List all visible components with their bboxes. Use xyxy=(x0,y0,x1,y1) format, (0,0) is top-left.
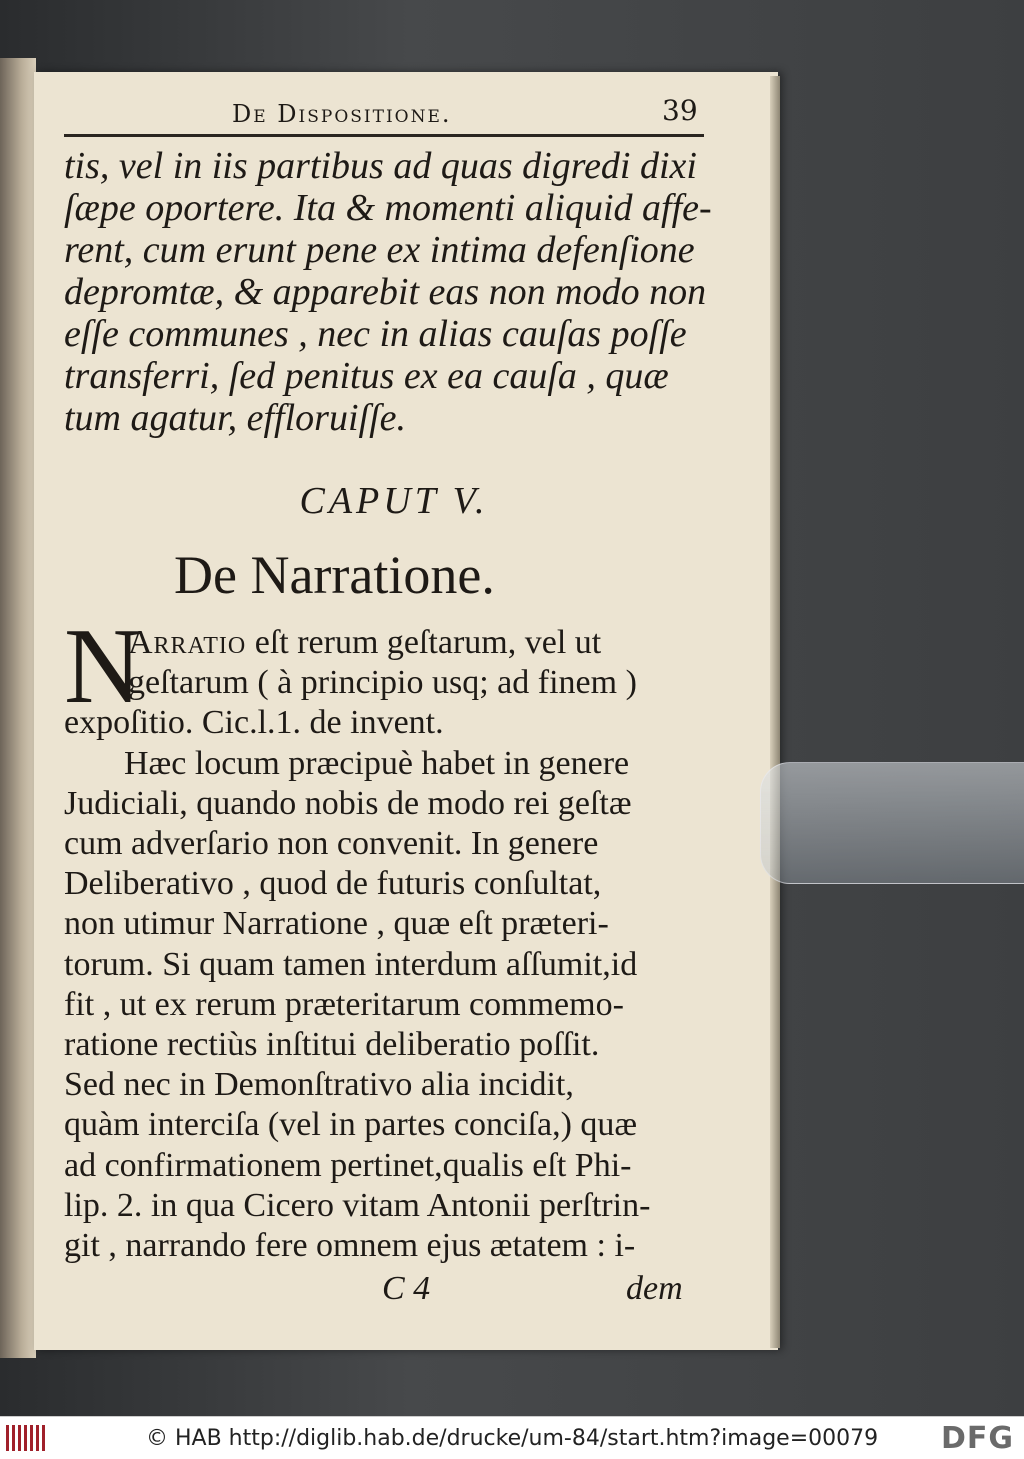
page-fore-edge xyxy=(770,76,780,1348)
head-rule xyxy=(64,134,704,137)
dfg-logo: DFG xyxy=(940,1421,1014,1456)
text-line: rent, cum erunt pene ex intima defenſione xyxy=(64,229,695,271)
signature-mark: C 4 xyxy=(382,1270,431,1308)
chapter-number: CAPUT V. xyxy=(299,480,489,522)
drop-cap: N xyxy=(64,607,142,726)
citation-link[interactable]: © HAB http://diglib.hab.de/drucke/um-84/start.htm?image=00079 xyxy=(146,1426,879,1451)
text-line: tum agatur, effloruiſſe. xyxy=(64,397,406,439)
text-line: non utimur Narratione , quæ eſt præteri- xyxy=(64,905,609,943)
hab-logo-icon xyxy=(6,1425,46,1451)
text-line: depromtæ, & apparebit eas non modo non xyxy=(64,271,707,313)
text-line: quàm interciſa (vel in partes conciſa,) quæ xyxy=(64,1106,638,1144)
citation-bar xyxy=(0,1416,1024,1459)
small-caps-word: Arratio xyxy=(128,624,247,661)
text-line: transferri, ſed penitus ex ea cauſa , quæ xyxy=(64,355,669,397)
chapter-title: De Narratione. xyxy=(174,545,495,605)
text-line: ſæpe oportere. Ita & momenti aliquid affe- xyxy=(64,187,712,229)
continuation-text xyxy=(64,145,724,439)
narratio-paragraph xyxy=(64,607,724,1266)
text-line: Judiciali, quando nobis de modo rei geſtæ xyxy=(64,784,632,822)
text-line: eſſe communes , nec in alias cauſas poſſe xyxy=(64,313,687,355)
page-clip xyxy=(760,762,1024,884)
text-line: tis, vel in iis partibus ad quas digredi dixi xyxy=(64,145,697,187)
text-line: expoſitio. Cic.l.1. de invent. xyxy=(64,704,444,742)
page-number: 39 xyxy=(662,94,698,127)
text-line: torum. Si quam tamen interdum aſſumit,id xyxy=(64,945,638,983)
running-title: De Dispositione. xyxy=(232,100,452,128)
text-line: Hæc locum præcipuè habet in genere xyxy=(124,744,630,782)
text-line: cum adverſario non convenit. In genere xyxy=(64,825,599,863)
text-line: ratione rectiùs inſtitui deliberatio poſſit. xyxy=(64,1026,600,1064)
page-footer xyxy=(64,1266,724,1312)
text-line: fit , ut ex rerum præteritarum commemo- xyxy=(64,985,624,1023)
text-line: Sed nec in Demonſtrativo alia incidit, xyxy=(64,1066,574,1104)
text-line xyxy=(64,623,724,663)
page-text xyxy=(64,86,724,1312)
text-line: git , narrando fere omnem ejus ætatem : i- xyxy=(64,1227,636,1265)
catchword: dem xyxy=(626,1270,683,1308)
text-line: ad confirmationem pertinet,qualis eſt Phi- xyxy=(64,1146,632,1184)
text-span: eſt rerum geſtarum, vel ut xyxy=(246,624,602,661)
running-head xyxy=(64,86,724,130)
text-line: Deliberativo , quod de futuris conſultat, xyxy=(64,865,602,903)
text-line: geſtarum ( à principio usq; ad finem ) xyxy=(128,664,637,702)
facing-page-edge xyxy=(0,58,36,1358)
text-line: lip. 2. in qua Cicero vitam Antonii perſtrin- xyxy=(64,1186,651,1224)
